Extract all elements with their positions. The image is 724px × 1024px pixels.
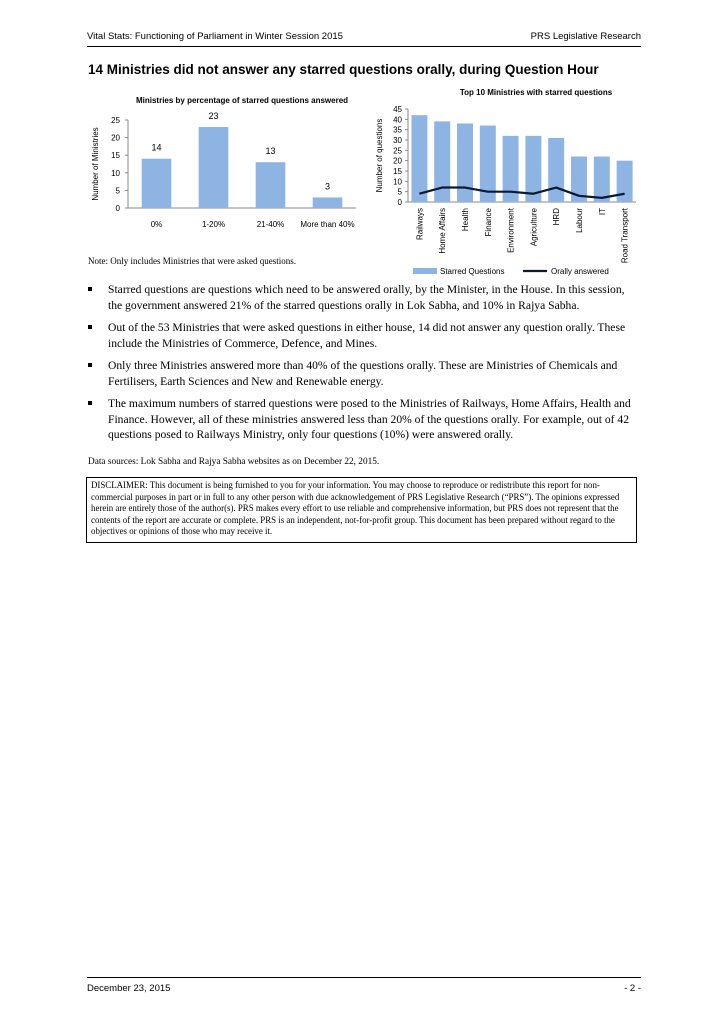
bullet-list: [88, 282, 634, 450]
header-rule: [87, 46, 641, 47]
y-tick-label: 45: [393, 105, 402, 114]
y-tick-label: 10: [393, 177, 402, 187]
bar: [256, 162, 286, 208]
y-axis-label: Number of Ministries: [91, 127, 100, 201]
bar: [142, 159, 172, 208]
x-tick-label: More than 40%: [300, 220, 355, 229]
header-left-title: Vital Stats: Functioning of Parliament in Winter Session 2015: [87, 31, 343, 42]
x-tick-label: 1-20%: [201, 220, 226, 229]
x-tick-label: Agriculture: [529, 208, 539, 247]
list-item: [88, 282, 634, 313]
list-item: [88, 320, 634, 351]
data-sources: Data sources: Lok Sabha and Rajya Sabha websites as on December 22, 2015.: [88, 457, 380, 467]
chart-title: Ministries by percentage of starred questions answered: [135, 96, 349, 105]
data-label: 13: [265, 146, 276, 157]
footer-date: December 23, 2015: [87, 983, 171, 994]
bar: [548, 138, 564, 202]
bullet-text: Only three Ministries answered more than 40% of the questions orally. These are Ministries of Chemicals and Fertilisers, Earth Sciences and New and Renewable energy.: [108, 359, 618, 388]
bar: [411, 115, 427, 202]
chart-top10-ministries: [370, 84, 640, 284]
y-tick-label: 0: [115, 204, 120, 213]
data-label: 23: [208, 111, 219, 122]
y-tick-label: 5: [397, 187, 402, 197]
y-tick-label: 15: [111, 151, 120, 161]
chart-title: Top 10 Ministries with starred questions: [459, 88, 613, 97]
x-tick-label: Finance: [483, 208, 493, 237]
bullet-marker: [88, 401, 92, 405]
x-tick-label: Road Transport: [620, 208, 630, 264]
y-tick-label: 10: [111, 168, 120, 178]
x-tick-label: 21-40%: [256, 220, 285, 229]
y-tick-label: 20: [393, 156, 402, 166]
y-tick-label: 15: [393, 167, 402, 176]
x-tick-label: Environment: [506, 208, 516, 253]
data-label: 14: [151, 142, 162, 153]
y-tick-label: 30: [393, 136, 402, 145]
page-header: [87, 29, 641, 45]
legend-swatch-bar: [413, 268, 437, 274]
x-tick-label: HRD: [552, 208, 562, 226]
list-item: [88, 396, 634, 443]
data-label: 3: [324, 181, 331, 192]
y-tick-label: 35: [393, 125, 402, 135]
y-tick-label: 40: [393, 115, 402, 125]
list-item: [88, 358, 634, 389]
x-tick-label: Railways: [415, 208, 425, 241]
x-tick-label: Labour: [575, 208, 584, 233]
legend-label: Starred Questions: [440, 267, 505, 276]
bar: [199, 127, 229, 208]
bar: [594, 157, 610, 202]
disclaimer-box: DISCLAIMER: This document is being furnished to you for your information. You may choose to reproduce or redistribute this report for non-commercial purposes in part or in full to any other person with due acknowledgement of PRS Legislative Research (“PRS”). The opinions expressed herein are entirely those of the author(s). PRS makes every effort to use reliable and comprehensive information, but PRS does not represent that the contents of the report are accurate or complete. PRS is an independent, not-for-profit group. This document has been prepared without regard to the objectives or opinions of those who may receive it.: [86, 477, 637, 543]
x-tick-label: Health: [461, 208, 470, 232]
header-right-org: PRS Legislative Research: [530, 31, 641, 42]
footer-rule: [87, 977, 641, 978]
y-tick-label: 25: [393, 146, 402, 156]
y-tick-label: 20: [111, 133, 120, 143]
x-tick-label: Home Affairs: [438, 208, 448, 254]
chart-ministries-by-percentage: [88, 88, 364, 238]
section-title: 14 Ministries did not answer any starred questions orally, during Question Hour: [88, 62, 599, 77]
bullet-text: The maximum numbers of starred questions were posed to the Ministries of Railways, Home Affairs, Health and Finance. However, all of these ministries answered less than 20% of the questions orally. For example, out of 42 questions posed to Railways Ministry, only four questions (10%) were answered orally.: [108, 397, 631, 441]
legend-label: Orally answered: [551, 267, 609, 276]
page-number: - 2 -: [624, 983, 641, 994]
bullet-marker: [88, 363, 92, 367]
y-axis-label: Number of questions: [375, 118, 384, 193]
x-tick-label: 0%: [150, 220, 163, 229]
y-tick-label: 25: [111, 116, 120, 125]
bar: [457, 123, 473, 202]
bullet-marker: [88, 325, 92, 329]
bar: [313, 197, 343, 208]
bullet-marker: [88, 287, 92, 291]
y-tick-label: 0: [397, 198, 402, 207]
bullet-text: Starred questions are questions which need to be answered orally, by the Minister, in the House. In this session, the government answered 21% of the starred questions orally in Lok Sabha, and 10% in Rajya Sabha.: [108, 283, 625, 312]
bullet-text: Out of the 53 Ministries that were asked questions in either house, 14 did not answer any question orally. These include the Ministries of Commerce, Defence, and Mines.: [108, 321, 626, 350]
y-tick-label: 5: [115, 186, 120, 196]
chart-note: Note: Only includes Ministries that were asked questions.: [88, 256, 296, 266]
x-tick-label: IT: [597, 208, 607, 216]
